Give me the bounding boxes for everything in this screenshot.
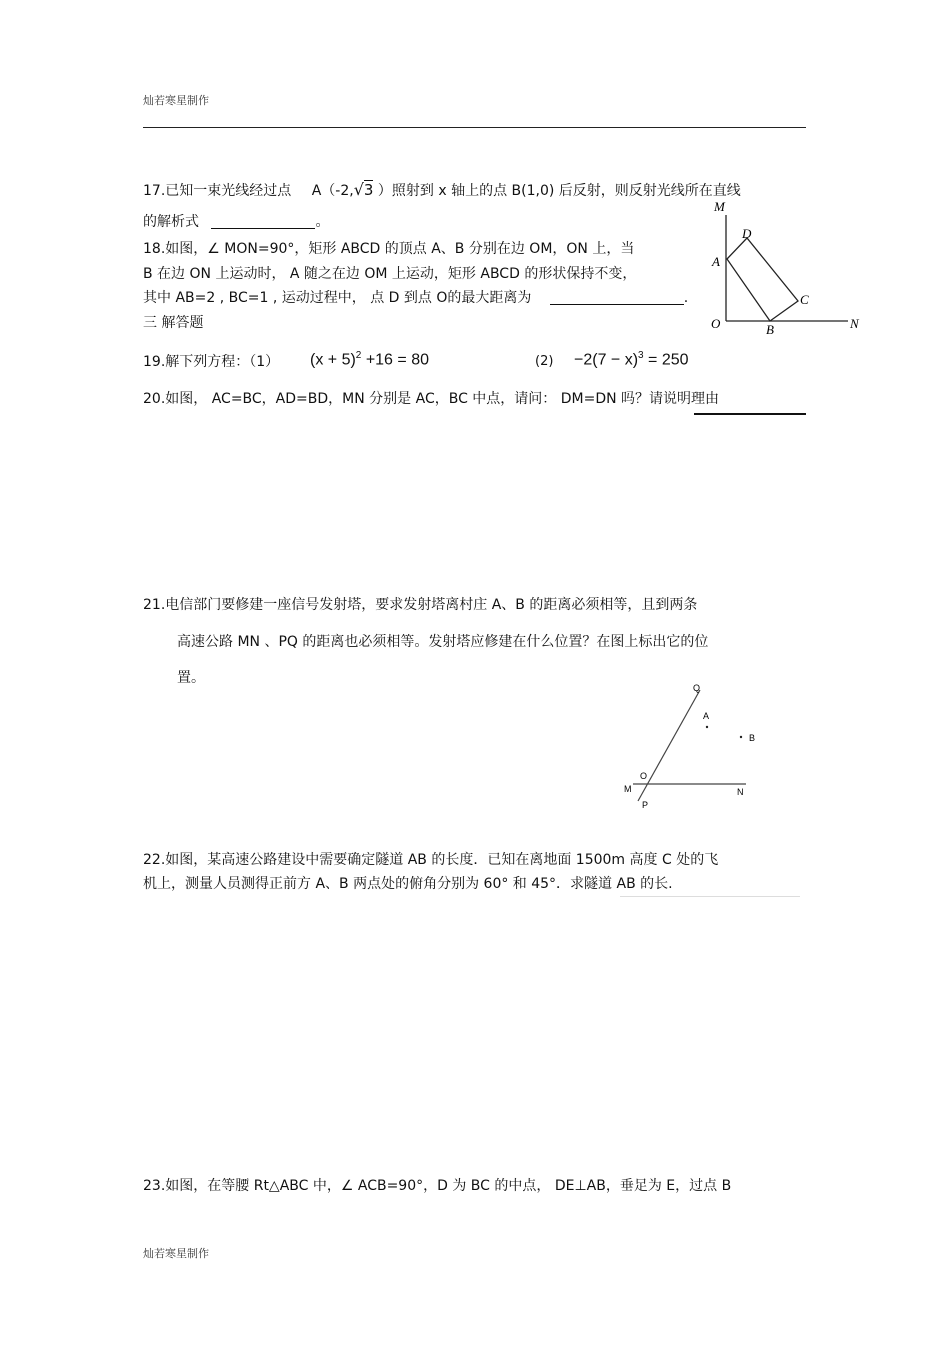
header-rule — [143, 127, 806, 128]
question-22-line-1: 22.如图，某高速公路建设中需要确定隧道 AB 的长度．已知在离地面 1500m 高度 C 处的飞 — [143, 852, 719, 868]
village-b-point — [740, 736, 742, 738]
question-17-line-2: 的解析式 。 — [143, 214, 330, 230]
label-o: O — [711, 316, 721, 331]
page-footer: 灿若寒星制作 — [143, 1247, 209, 1260]
label-c: C — [800, 292, 809, 307]
sqrt-radicand: 3 — [363, 181, 374, 199]
equation-1: $(x + 5)^2 +16 = 80$ — [310, 350, 429, 369]
label-n: N — [737, 787, 744, 797]
label-o: O — [640, 771, 648, 781]
question-19-label: 19.解下列方程：（1） — [143, 354, 280, 370]
tower-location-figure — [615, 678, 775, 818]
sqrt-symbol: √ — [353, 180, 364, 199]
label-m: M — [714, 199, 725, 214]
question-18-line-3: 其中 AB=2 , BC=1 , 运动过程中， 点 D 到点 O的最大距离为 . — [143, 290, 689, 306]
question-20: 20.如图， AC=BC，AD=BD，MN 分别是 AC，BC 中点，请问： DM=DN 吗？请说明理由 — [143, 391, 720, 407]
label-n: N — [850, 316, 859, 331]
question-18-line-1: 18.如图，∠ MON=90°，矩形 ABCD 的顶点 A、B 分别在边 OM，ON 上，当 — [143, 241, 635, 257]
label-m: M — [624, 784, 632, 794]
question-20-underline — [694, 413, 806, 415]
village-a-point — [706, 726, 708, 728]
label-a: A — [703, 711, 710, 721]
section-three-heading: 三 解答题 — [143, 315, 204, 331]
label-p: P — [642, 800, 649, 810]
label-d: D — [742, 226, 752, 241]
faint-divider — [620, 896, 800, 897]
question-23-line-1: 23.如图，在等腰 Rt△ABC 中，∠ ACB=90°，D 为 BC 的中点， DE⊥AB，垂足为 E，过点 B — [143, 1178, 732, 1194]
label-b: B — [766, 322, 774, 337]
label-q: Q — [693, 683, 701, 693]
answer-blank-17[interactable] — [211, 214, 315, 229]
equation-2-label: (2) — [535, 354, 554, 369]
question-22-line-2: 机上，测量人员测得正前方 A、B 两点处的俯角分别为 60° 和 45°．求隧道 AB 的长. — [143, 876, 673, 892]
question-17-line-1: 17.已知一束光线经过点 A（-2,√3 ）照射到 x 轴上的点 B(1,0) 后反射，则反射光线所在直线 — [143, 180, 741, 199]
question-18-line-2: B 在边 ON 上运动时， A 随之在边 OM 上运动，矩形 ABCD 的形状保持不变， — [143, 266, 637, 282]
question-21-line-2: 高速公路 MN 、PQ 的距离也必须相等。发射塔应修建在什么位置？在图上标出它的位 — [177, 634, 709, 650]
answer-blank-18[interactable] — [550, 290, 684, 305]
label-b: B — [749, 733, 756, 743]
label-a: A — [712, 254, 720, 269]
rectangle-mon-figure — [700, 195, 870, 340]
question-21-line-1: 21.电信部门要修建一座信号发射塔，要求发射塔离村庄 A、B 的距离必须相等，且到两条 — [143, 597, 698, 613]
question-21-line-3: 置。 — [177, 670, 205, 686]
equation-2: $-2(7 - x)^3 = 250$ — [574, 350, 689, 369]
page-header: 灿若寒星制作 — [143, 94, 209, 107]
